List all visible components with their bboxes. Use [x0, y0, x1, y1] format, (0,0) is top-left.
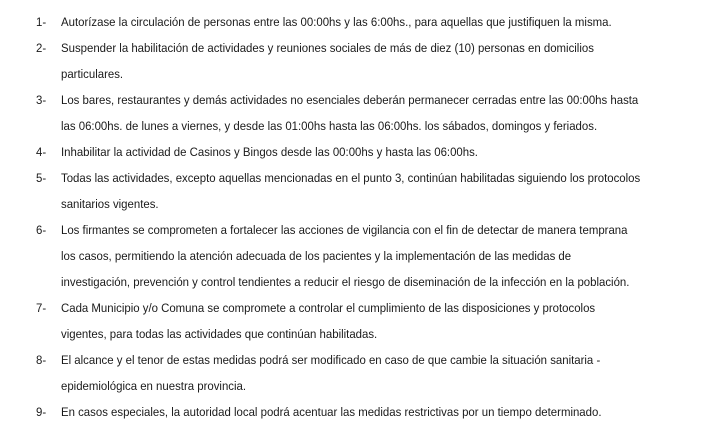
item-text	[61, 87, 705, 139]
text-line: Autorízase la circulación de personas entre las 00:00hs y las 6:00hs., para aquellas que justifiquen la misma.	[61, 15, 612, 29]
item-number: 3-	[36, 93, 47, 107]
text-line: epidemiológica en nuestra provincia.	[61, 379, 247, 393]
text-line: Suspender la habilitación de actividades y reuniones sociales de más de diez (10) personas en domicilios	[61, 41, 594, 55]
list-item	[0, 217, 718, 295]
item-text	[61, 139, 705, 165]
measures-list	[0, 9, 718, 425]
item-number: 9-	[36, 405, 47, 419]
list-item	[0, 347, 718, 399]
list-item	[0, 35, 718, 87]
text-line: investigación, prevención y control tendientes a reducir el riesgo de diseminación de la infección en la población.	[61, 275, 630, 289]
text-line: En casos especiales, la autoridad local podrá acentuar las medidas restrictivas por un tiempo determinado.	[61, 405, 602, 419]
list-item	[0, 87, 718, 139]
item-text	[61, 295, 705, 347]
item-text	[61, 347, 705, 399]
item-number: 6-	[36, 223, 47, 237]
item-number: 4-	[36, 145, 47, 159]
text-line: las 06:00hs. de lunes a viernes, y desde las 01:00hs hasta las 06:00hs. los sábados, domingos y feriados.	[61, 119, 598, 133]
text-line: Inhabilitar la actividad de Casinos y Bingos desde las 00:00hs y hasta las 06:00hs.	[61, 145, 478, 159]
text-line: Cada Municipio y/o Comuna se compromete a controlar el cumplimiento de las disposiciones y protocolos	[61, 301, 596, 315]
list-item	[0, 9, 718, 35]
item-number: 8-	[36, 353, 47, 367]
text-line: vigentes, para todas las actividades que continúan habilitadas.	[61, 327, 378, 341]
item-text	[61, 165, 705, 217]
text-line: particulares.	[61, 67, 124, 81]
text-line: los casos, permitiendo la atención adecuada de los pacientes y la implementación de las medidas de	[61, 249, 572, 263]
item-text	[61, 9, 705, 35]
item-text	[61, 399, 705, 425]
text-line: Todas las actividades, excepto aquellas mencionadas en el punto 3, continúan habilitadas siguiendo los protocolos	[61, 171, 641, 185]
list-item	[0, 139, 718, 165]
text-line: Los bares, restaurantes y demás actividades no esenciales deberán permanecer cerradas entre las 00:00hs hasta	[61, 93, 639, 107]
item-number: 1-	[36, 15, 47, 29]
text-line: Los firmantes se comprometen a fortalecer las acciones de vigilancia con el fin de detectar de manera temprana	[61, 223, 628, 237]
item-number: 5-	[36, 171, 47, 185]
item-text	[61, 35, 705, 87]
text-line: El alcance y el tenor de estas medidas podrá ser modificado en caso de que cambie la situación sanitaria -	[61, 353, 601, 367]
item-number: 2-	[36, 41, 47, 55]
list-item	[0, 399, 718, 425]
list-item	[0, 165, 718, 217]
item-text	[61, 217, 705, 295]
list-item	[0, 295, 718, 347]
text-line: sanitarios vigentes.	[61, 197, 159, 211]
item-number: 7-	[36, 301, 47, 315]
